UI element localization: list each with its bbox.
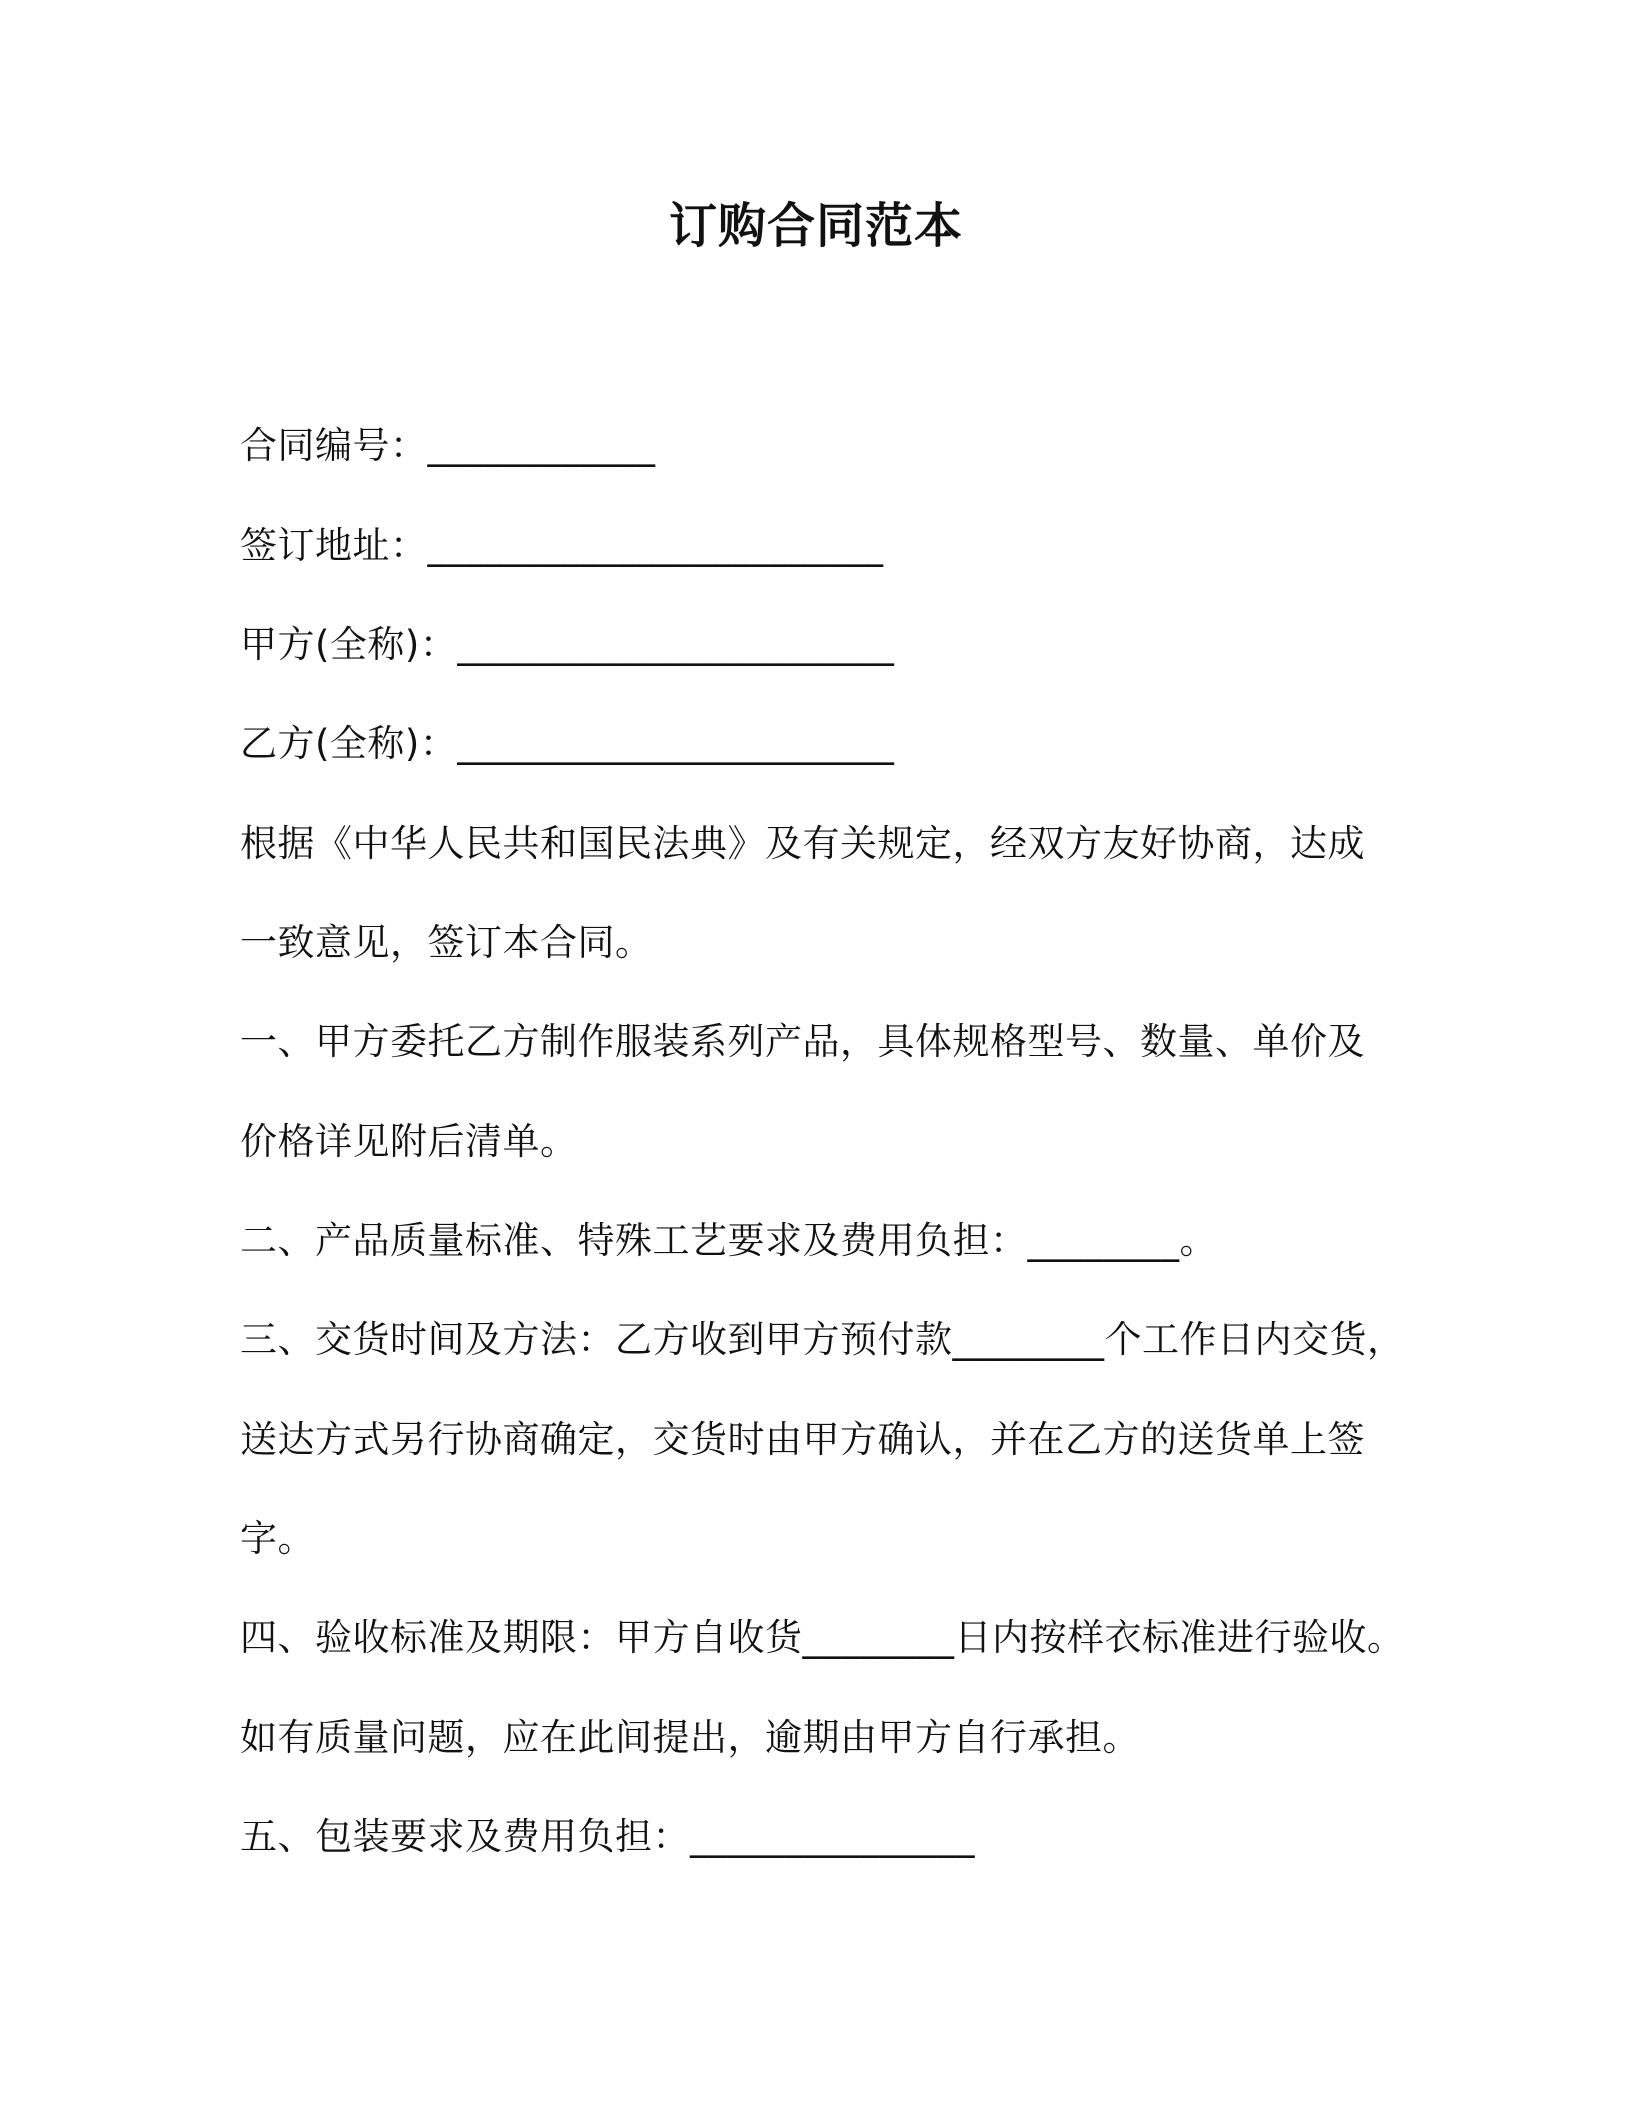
paragraph-preamble-line-1: 根据《中华人民共和国民法典》及有关规定，经双方友好协商，达成 — [240, 822, 1365, 865]
document-title: 订购合同范本 — [668, 198, 963, 254]
clause-5: 五、包装要求及费用负担：_______________ — [240, 1815, 975, 1858]
field-contract-number: 合同编号：____________ — [240, 424, 656, 467]
paragraph-preamble-line-2: 一致意见，签订本合同。 — [240, 921, 653, 964]
clause-1-line-1: 一、甲方委托乙方制作服装系列产品，具体规格型号、数量、单价及 — [240, 1020, 1365, 1063]
clause-1-line-2: 价格详见附后清单。 — [240, 1120, 578, 1163]
clause-4-line-1: 四、验收标准及期限：甲方自收货________日内按样衣标准进行验收。 — [240, 1616, 1405, 1659]
clause-2: 二、产品质量标准、特殊工艺要求及费用负担：________。 — [240, 1219, 1217, 1262]
clause-3-line-3: 字。 — [240, 1517, 315, 1560]
field-party-a: 甲方(全称)：_______________________ — [240, 623, 895, 666]
clause-3-line-1: 三、交货时间及方法：乙方收到甲方预付款________个工作日内交货， — [240, 1318, 1405, 1361]
field-signing-address: 签订地址：________________________ — [240, 524, 884, 567]
clause-3-line-2: 送达方式另行协商确定，交货时由甲方确认，并在乙方的送货单上签 — [240, 1418, 1365, 1461]
field-party-b: 乙方(全称)：_______________________ — [240, 722, 895, 765]
clause-4-line-2: 如有质量问题，应在此间提出，逾期由甲方自行承担。 — [240, 1716, 1140, 1759]
